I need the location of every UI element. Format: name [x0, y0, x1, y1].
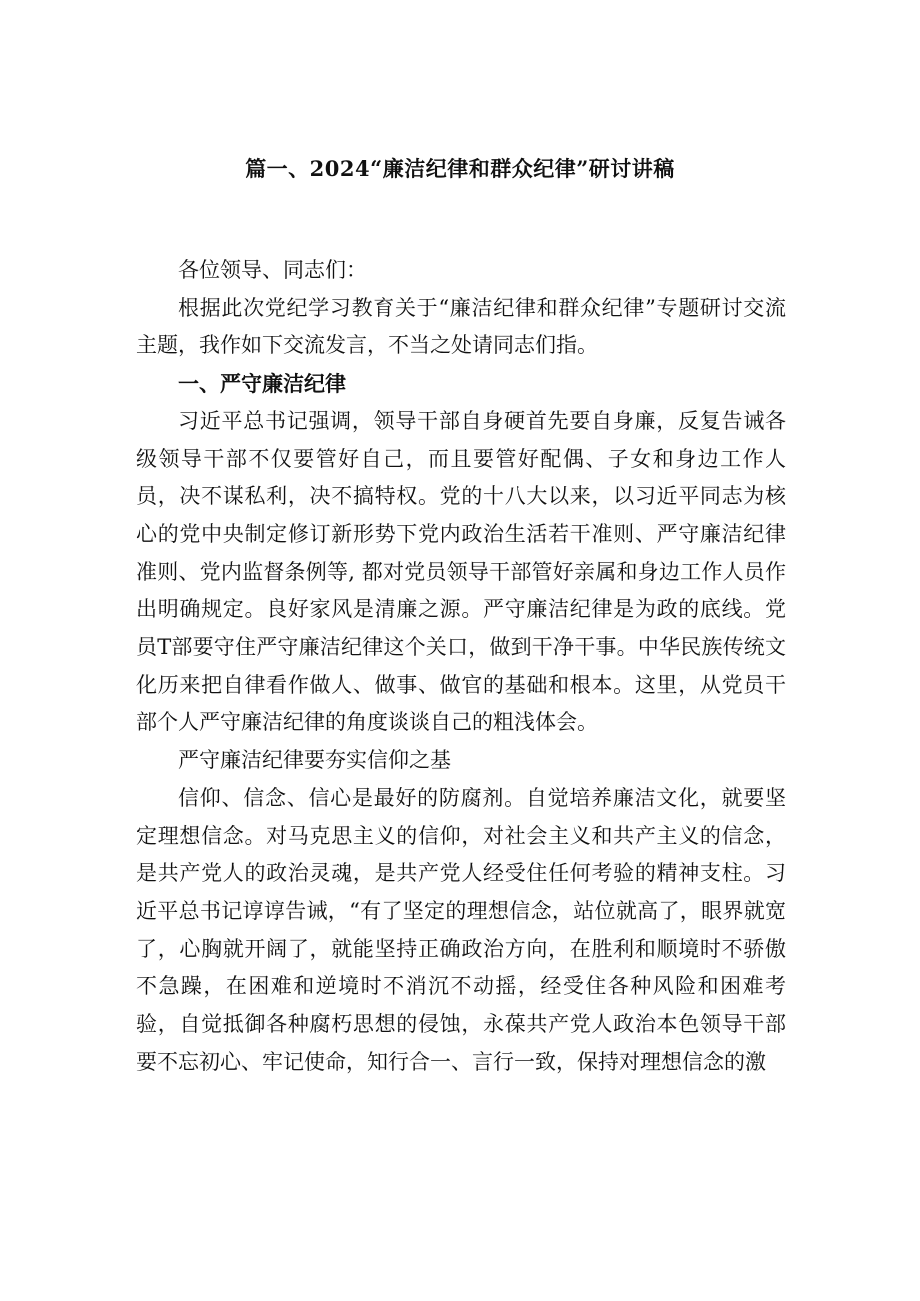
document-body — [136, 252, 786, 1081]
section-heading: 一、严守廉洁纪律 — [178, 371, 346, 397]
intro-paragraph: 根据此次党纪学习教育关于“廉洁纪律和群众纪律”专题研讨交流主题，我作如下交流发言，不当之处请同志们指。 — [136, 295, 786, 358]
subsection-heading: 严守廉洁纪律要夯实信仰之基 — [178, 748, 451, 773]
salutation-paragraph: 各位领导、同志们： — [178, 258, 367, 282]
document-title: 篇一、2024“廉洁纪律和群众纪律”研讨讲稿 — [245, 156, 675, 181]
body-paragraph: 习近平总书记强调，领导干部自身硬首先要自身廉，反复告诫各级领导干部不仅要管好自己，而且要管好配偶、子女和身边工作人员，决不谋私利，决不搞特权。党的十八大以来，以习近平同志为核心的党中央制定修订新形势下党内政治生活若干准则、严守廉洁纪律准则、党内监督条例等, 都对党员领导干部管好亲属和身边工作人员作出明确规定。良好家风是清廉之源。严守廉洁纪律是为政的底线。党员T部要守住严守廉洁纪律这个关口，做到干净干事。中华民族传统文化历来把自律看作做人、做事、做官的基础和根本。这里，从党员干部个人严守廉洁纪律的角度谈谈自己的粗浅体会。 — [136, 408, 786, 735]
body-paragraph: 信仰、信念、信心是最好的防腐剂。自觉培养廉洁文化，就要坚定理想信念。对马克思主义的信仰，对社会主义和共产主义的信念，是共产党人的政治灵魂，是共产党人经受住任何考验的精神支柱。习近平总书记谆谆告诫，“有了坚定的理想信念，站位就高了，眼界就宽了，心胸就开阔了，就能坚持正确政治方向，在胜利和顺境时不骄傲不急躁，在困难和逆境时不消沉不动摇，经受住各种风险和困难考验，自觉抵御各种腐朽思想的侵蚀，永葆共产党人政治本色领导干部要不忘初心、牢记使命，知行合一、言行一致，保持对理想信念的激 — [136, 785, 786, 1074]
